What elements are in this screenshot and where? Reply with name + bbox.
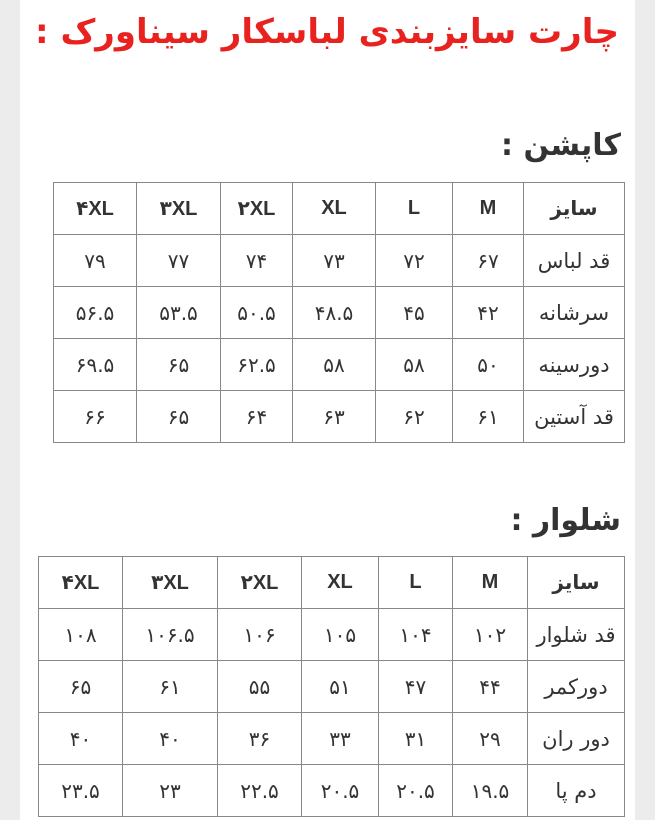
table-row <box>39 713 625 765</box>
table-cell: ۵۰.۵ <box>221 287 293 339</box>
table-cell: ۶۹.۵ <box>54 339 137 391</box>
table-cell: ۵۳.۵ <box>137 287 221 339</box>
table-cell: ۴۷ <box>379 661 453 713</box>
table-cell: ۴۴ <box>453 661 528 713</box>
table-row <box>54 339 625 391</box>
table-header-row <box>39 557 625 609</box>
table-cell: ۱۰۵ <box>302 609 379 661</box>
row-label: دور ران <box>528 713 625 765</box>
table-cell: ۲۲.۵ <box>218 765 302 817</box>
jacket-section-title: کاپشن : <box>501 128 621 163</box>
table-cell: ۱۹.۵ <box>453 765 528 817</box>
table-cell: ۳۱ <box>379 713 453 765</box>
table-cell: ۴۲ <box>453 287 524 339</box>
header-cell: XL <box>293 183 376 235</box>
article-content <box>20 0 635 820</box>
table-cell: ۲۹ <box>453 713 528 765</box>
table-row <box>39 765 625 817</box>
table-cell: ۴۰ <box>123 713 218 765</box>
table-cell: ۴۰ <box>39 713 123 765</box>
table-cell: ۱۰۲ <box>453 609 528 661</box>
pants-size-table <box>38 556 625 817</box>
table-row <box>54 235 625 287</box>
table-cell: ۶۱ <box>123 661 218 713</box>
table-row <box>54 391 625 443</box>
header-cell: سایز <box>524 183 625 235</box>
pants-section-title: شلوار : <box>510 503 621 538</box>
row-label: دورسینه <box>524 339 625 391</box>
table-cell: ۴۵ <box>376 287 453 339</box>
header-cell: L <box>379 557 453 609</box>
table-cell: ۷۲ <box>376 235 453 287</box>
header-cell: ۲XL <box>218 557 302 609</box>
jacket-size-table <box>53 182 625 443</box>
table-cell: ۳۳ <box>302 713 379 765</box>
header-cell: M <box>453 183 524 235</box>
table-cell: ۶۱ <box>453 391 524 443</box>
table-cell: ۵۶.۵ <box>54 287 137 339</box>
row-label: قد شلوار <box>528 609 625 661</box>
table-row <box>39 661 625 713</box>
table-cell: ۶۲ <box>376 391 453 443</box>
table-cell: ۱۰۶ <box>218 609 302 661</box>
right-page-margin <box>635 0 655 820</box>
header-cell: ۴XL <box>54 183 137 235</box>
table-cell: ۲۰.۵ <box>302 765 379 817</box>
table-cell: ۵۱ <box>302 661 379 713</box>
table-cell: ۶۴ <box>221 391 293 443</box>
table-cell: ۶۷ <box>453 235 524 287</box>
table-cell: ۴۸.۵ <box>293 287 376 339</box>
header-cell: L <box>376 183 453 235</box>
table-cell: ۵۵ <box>218 661 302 713</box>
table-cell: ۵۸ <box>293 339 376 391</box>
header-cell: M <box>453 557 528 609</box>
table-cell: ۶۳ <box>293 391 376 443</box>
table-cell: ۱۰۸ <box>39 609 123 661</box>
header-cell: ۴XL <box>39 557 123 609</box>
table-cell: ۲۰.۵ <box>379 765 453 817</box>
table-cell: ۷۳ <box>293 235 376 287</box>
table-cell: ۷۹ <box>54 235 137 287</box>
table-cell: ۱۰۴ <box>379 609 453 661</box>
table-row <box>54 287 625 339</box>
table-cell: ۶۵ <box>137 339 221 391</box>
table-cell: ۵۰ <box>453 339 524 391</box>
table-cell: ۳۶ <box>218 713 302 765</box>
row-label: سرشانه <box>524 287 625 339</box>
table-cell: ۲۳ <box>123 765 218 817</box>
table-cell: ۶۵ <box>137 391 221 443</box>
row-label: دورکمر <box>528 661 625 713</box>
header-cell: ۳XL <box>123 557 218 609</box>
table-cell: ۵۸ <box>376 339 453 391</box>
page-title: چارت سایزبندی لباسکار سیناورک : <box>35 12 619 52</box>
table-cell: ۱۰۶.۵ <box>123 609 218 661</box>
row-label: دم پا <box>528 765 625 817</box>
row-label: قد لباس <box>524 235 625 287</box>
table-cell: ۶۵ <box>39 661 123 713</box>
header-cell: سایز <box>528 557 625 609</box>
header-cell: ۲XL <box>221 183 293 235</box>
header-cell: XL <box>302 557 379 609</box>
left-page-margin <box>0 0 20 820</box>
table-cell: ۶۶ <box>54 391 137 443</box>
table-header-row <box>54 183 625 235</box>
header-cell: ۳XL <box>137 183 221 235</box>
table-cell: ۲۳.۵ <box>39 765 123 817</box>
table-cell: ۷۴ <box>221 235 293 287</box>
table-row <box>39 609 625 661</box>
row-label: قد آستین <box>524 391 625 443</box>
table-cell: ۷۷ <box>137 235 221 287</box>
table-cell: ۶۲.۵ <box>221 339 293 391</box>
